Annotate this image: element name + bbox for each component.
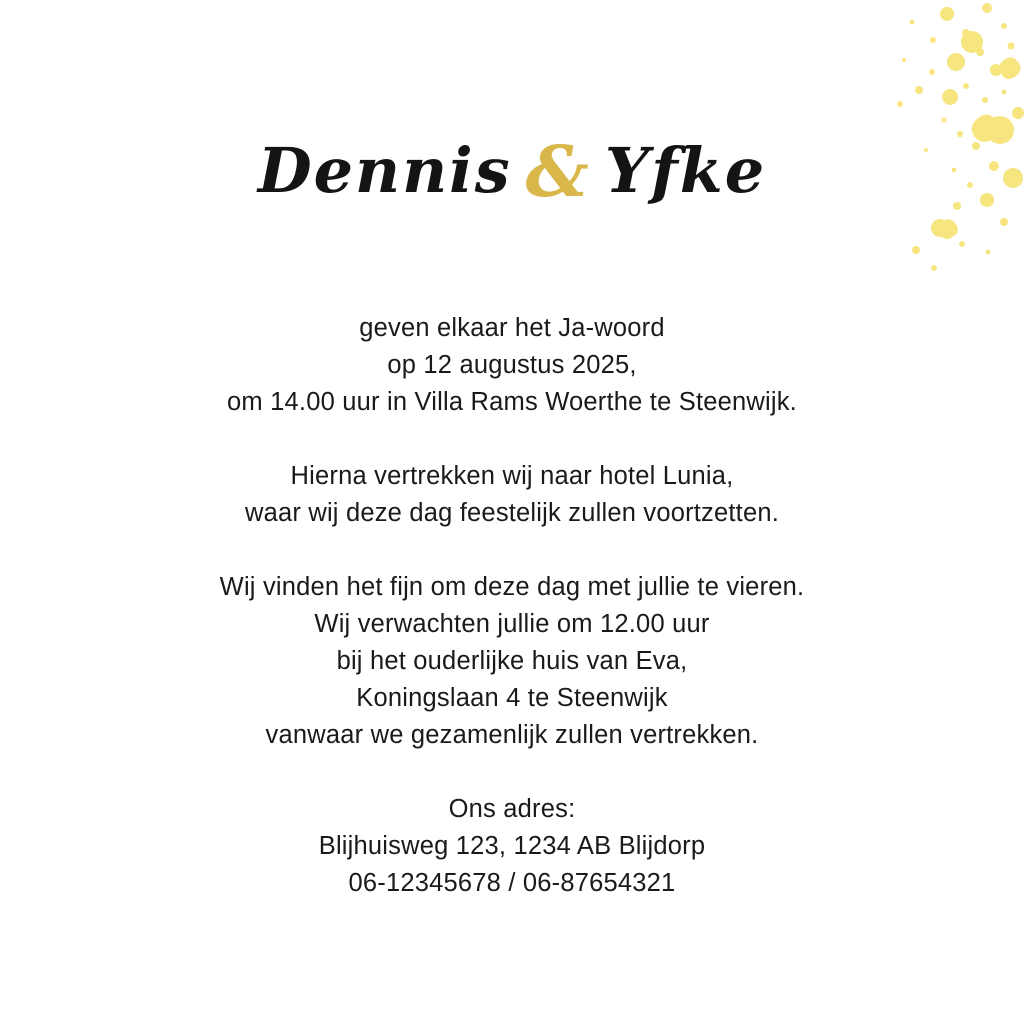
- text-line: Hierna vertrekken wij naar hotel Lunia,: [290, 462, 734, 490]
- text-line: waar wij deze dag feestelijk zullen voortzetten.: [244, 499, 780, 527]
- text-line: vanwaar we gezamenlijk zullen vertrekken.: [265, 721, 759, 749]
- name-first: Dennis: [257, 134, 512, 207]
- address-phone: 06-12345678 / 06-87654321: [348, 869, 676, 897]
- text-line: om 14.00 uur in Villa Rams Woerthe te Steenwijk.: [227, 388, 797, 416]
- address-street: Blijhuisweg 123, 1234 AB Blijdorp: [318, 832, 706, 860]
- paragraph-ceremony: [0, 310, 1024, 421]
- text-line: Koningslaan 4 te Steenwijk: [356, 684, 668, 712]
- paragraph-reception: [0, 458, 1024, 532]
- paragraph-invitation: [0, 569, 1024, 754]
- text-line: Wij verwachten jullie om 12.00 uur: [314, 610, 710, 638]
- text-line: bij het ouderlijke huis van Eva,: [336, 647, 688, 675]
- text-line: geven elkaar het Ja-woord: [359, 314, 665, 342]
- invitation-body: [0, 310, 1024, 902]
- address-label: Ons adres:: [448, 795, 576, 823]
- name-second: Yfke: [604, 134, 767, 207]
- couple-names: [0, 130, 1024, 213]
- text-line: Wij vinden het fijn om deze dag met jullie te vieren.: [219, 573, 805, 601]
- paragraph-address: [0, 791, 1024, 902]
- text-line: op 12 augustus 2025,: [387, 351, 637, 379]
- ampersand-symbol: &: [525, 130, 591, 213]
